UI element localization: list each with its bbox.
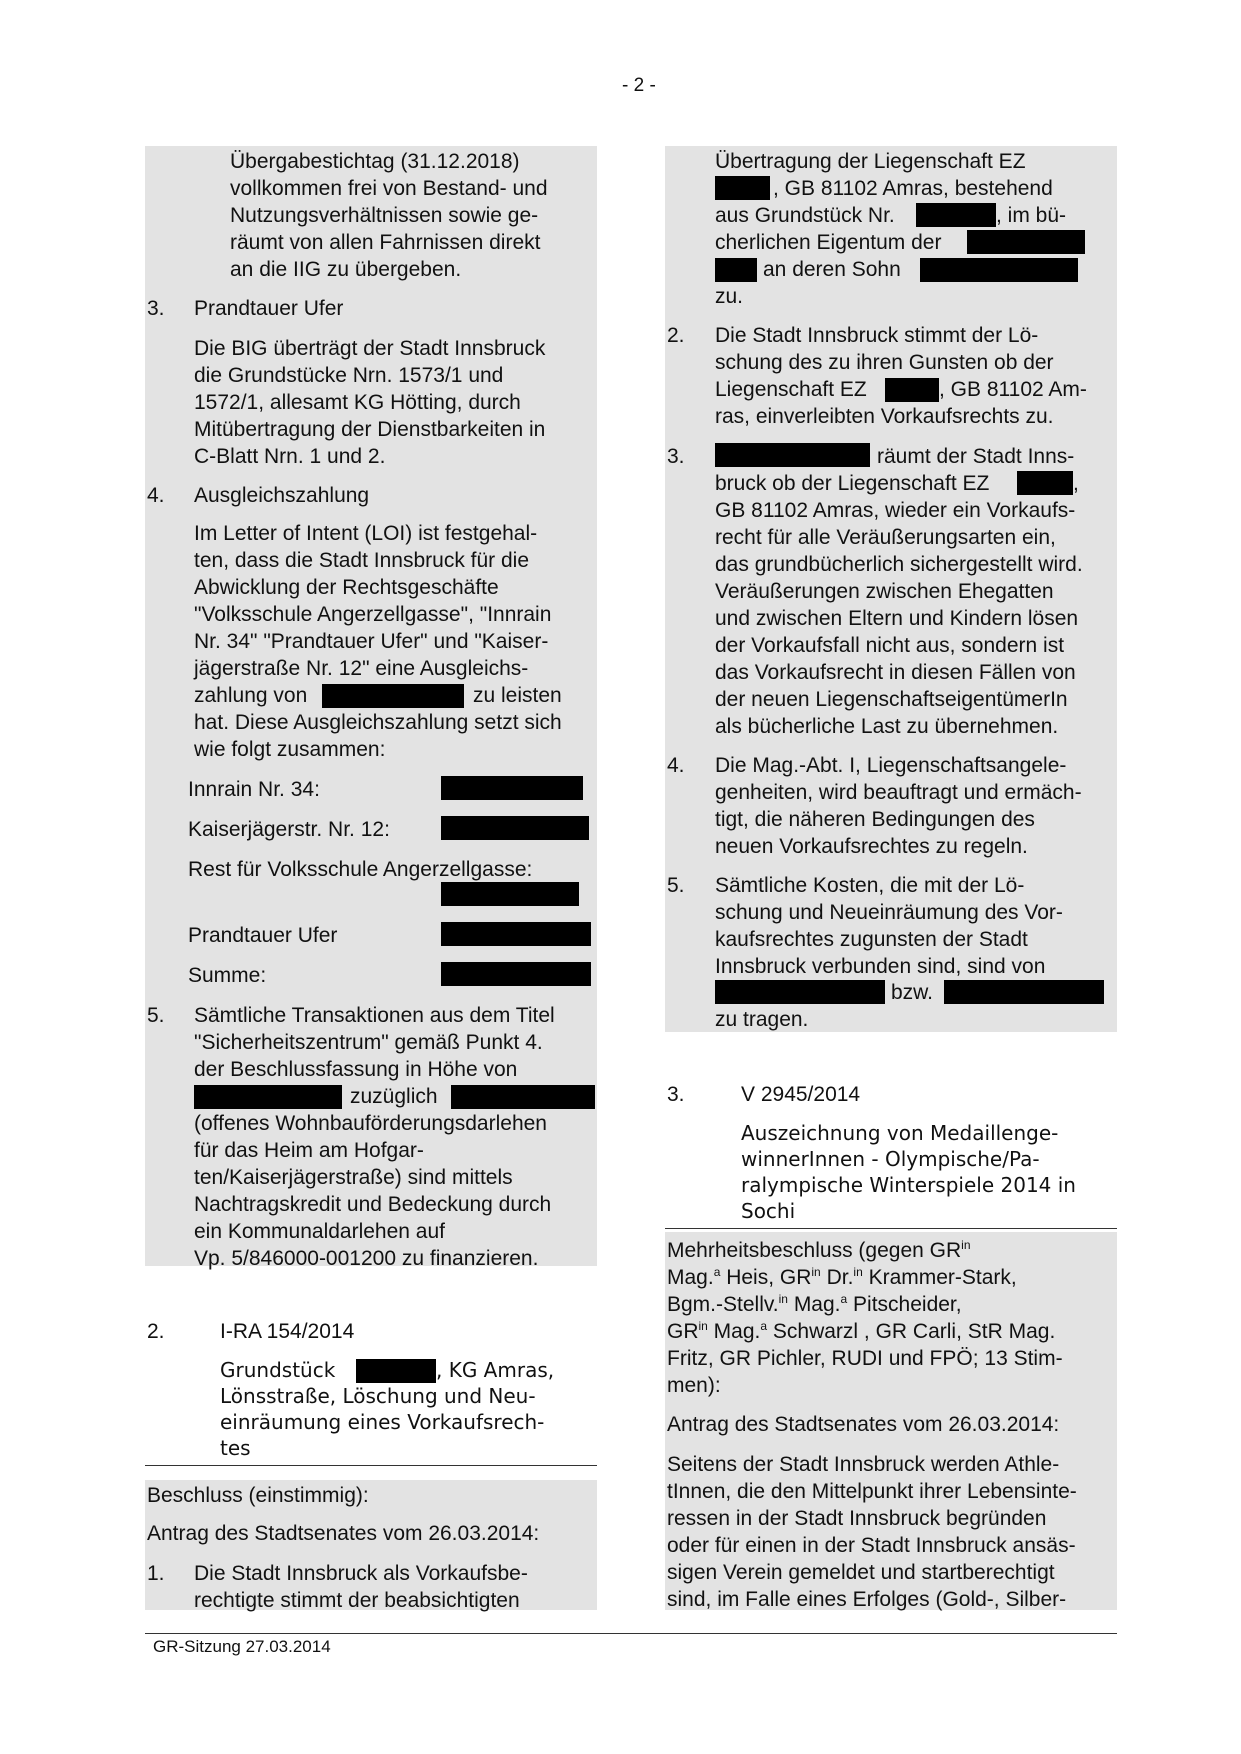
body-text: sind, im Falle eines Erfolges (Gold-, Silber- xyxy=(667,1588,1067,1611)
item-text: bzw. xyxy=(891,981,934,1004)
item-text: , GB 81102 Am- xyxy=(939,378,1087,401)
item-text: 1572/1, allesamt KG Hötting, durch xyxy=(194,391,521,414)
redaction xyxy=(1017,471,1073,495)
item-text: Sämtliche Transaktionen aus dem Titel xyxy=(194,1004,555,1027)
item-text: Übertragung der Liegenschaft EZ xyxy=(715,150,1026,173)
payment-row-label: Kaiserjägerstr. Nr. 12: xyxy=(188,818,390,841)
item-text: (offenes Wohnbauförderungsdarlehen xyxy=(194,1112,547,1135)
item-number: 4. xyxy=(147,484,165,507)
item-text: für das Heim am Hofgar- xyxy=(194,1139,424,1162)
item-text: Mitübertragung der Dienstbarkeiten in xyxy=(194,418,546,441)
item-text: Die Stadt Innsbruck stimmt der Lö- xyxy=(715,324,1039,347)
body-text: sigen Verein gemeldet und startberechtigt xyxy=(667,1561,1055,1584)
redaction xyxy=(715,176,770,200)
redaction xyxy=(715,980,885,1004)
redaction xyxy=(356,1359,436,1383)
vote-line: Bgm.-Stellv.$^{in}$ Mag.$^a$ Pitscheider, xyxy=(667,1292,962,1316)
item-text: "Sicherheitszentrum" gemäß Punkt 4. xyxy=(194,1031,543,1054)
item-text: zu. xyxy=(715,285,744,308)
item-text: Sämtliche Kosten, die mit der Lö- xyxy=(715,874,1025,897)
item-text: das grundbücherlich sichergestellt wird. xyxy=(715,553,1083,576)
item-text: rechtigte stimmt der beabsichtigten xyxy=(194,1589,520,1612)
redaction xyxy=(715,258,757,282)
redaction xyxy=(967,230,1085,254)
item-text: , im bü- xyxy=(996,204,1067,227)
item-text: zu leisten xyxy=(473,684,562,707)
item-text: der neuen LiegenschaftseigentümerIn xyxy=(715,688,1068,711)
section-code: I-RA 154/2014 xyxy=(220,1320,355,1343)
item-text: Vp. 5/846000-001200 zu finanzieren. xyxy=(194,1247,539,1270)
redaction xyxy=(920,258,1078,282)
item-text: der Beschlussfassung in Höhe von xyxy=(194,1058,518,1081)
item-number: 3. xyxy=(667,445,685,468)
section-number: 3. xyxy=(667,1083,685,1106)
item-number: 2. xyxy=(667,324,685,347)
motion-line: Antrag des Stadtsenates vom 26.03.2014: xyxy=(147,1522,540,1545)
item-heading: Ausgleichszahlung xyxy=(194,484,370,507)
item-text: die Grundstücke Nrn. 1573/1 und xyxy=(194,364,504,387)
item-text: räumt der Stadt Inns- xyxy=(877,445,1075,468)
redaction xyxy=(441,882,579,906)
page-number: - 2 - xyxy=(622,75,656,96)
item-text: tigt, die näheren Bedingungen des xyxy=(715,808,1035,831)
item-text: Nachtragskredit und Bedeckung durch xyxy=(194,1193,552,1216)
item-text: hat. Diese Ausgleichszahlung setzt sich xyxy=(194,711,562,734)
item-number: 1. xyxy=(147,1562,165,1585)
item-text: aus Grundstück Nr. xyxy=(715,204,895,227)
item-text: genheiten, wird beauftragt und ermäch- xyxy=(715,781,1082,804)
redaction xyxy=(916,203,996,227)
item-text: Im Letter of Intent (LOI) ist festgehal- xyxy=(194,522,538,545)
payment-row-label: Innrain Nr. 34: xyxy=(188,778,320,801)
body-text: oder für einen in der Stadt Innsbruck ansäs- xyxy=(667,1534,1076,1557)
item-text: Abwicklung der Rechtsgeschäfte xyxy=(194,576,499,599)
item-text: cherlichen Eigentum der xyxy=(715,231,942,254)
item-text: C-Blatt Nrn. 1 und 2. xyxy=(194,445,386,468)
item-text: Veräußerungen zwischen Ehegatten xyxy=(715,580,1054,603)
motion-line: Antrag des Stadtsenates vom 26.03.2014: xyxy=(667,1413,1060,1436)
section-title: Grundstück xyxy=(220,1358,336,1382)
intro-line: an die IIG zu übergeben. xyxy=(230,258,462,281)
section-title: winnerInnen - Olympische/Pa- xyxy=(741,1147,1040,1171)
item-text: das Vorkaufsrecht in diesen Fällen von xyxy=(715,661,1076,684)
item-text: jägerstraße Nr. 12" eine Ausgleichs- xyxy=(194,657,529,680)
redaction xyxy=(441,776,583,800)
item-text: kaufsrechtes zugunsten der Stadt xyxy=(715,928,1028,951)
decision-type: Beschluss (einstimmig): xyxy=(147,1484,369,1507)
item-text: Die Mag.-Abt. I, Liegenschaftsangele- xyxy=(715,754,1067,777)
vote-line: Fritz, GR Pichler, RUDI und FPÖ; 13 Stim- xyxy=(667,1347,1063,1370)
item-text: zuzüglich xyxy=(350,1085,438,1108)
item-text: GB 81102 Amras, wieder ein Vorkaufs- xyxy=(715,499,1076,522)
section-title: Sochi xyxy=(741,1199,796,1223)
item-text: Nr. 34" "Prandtauer Ufer" und "Kaiser- xyxy=(194,630,549,653)
item-text: ein Kommunaldarlehen auf xyxy=(194,1220,445,1243)
section-code: V 2945/2014 xyxy=(741,1083,861,1106)
item-text: Die Stadt Innsbruck als Vorkaufsbe- xyxy=(194,1562,528,1585)
section-number: 2. xyxy=(147,1320,165,1343)
section-title: , KG Amras, xyxy=(436,1358,555,1382)
item-number: 5. xyxy=(667,874,685,897)
item-text: Liegenschaft EZ xyxy=(715,378,867,401)
section-divider xyxy=(145,1465,597,1466)
item-text: recht für alle Veräußerungsarten ein, xyxy=(715,526,1056,549)
item-text: Die BIG überträgt der Stadt Innsbruck xyxy=(194,337,546,360)
redaction xyxy=(944,980,1104,1004)
item-text: Innsbruck verbunden sind, sind von xyxy=(715,955,1046,978)
intro-line: vollkommen frei von Bestand- und xyxy=(230,177,548,200)
redaction xyxy=(451,1085,595,1109)
item-heading: Prandtauer Ufer xyxy=(194,297,344,320)
item-number: 5. xyxy=(147,1004,165,1027)
vote-line: Mehrheitsbeschluss (gegen $GR^{in}$ xyxy=(667,1238,971,1262)
item-text: wie folgt zusammen: xyxy=(194,738,386,761)
intro-line: Nutzungsverhältnissen sowie ge- xyxy=(230,204,539,227)
redaction xyxy=(194,1085,342,1109)
item-text: ten, dass die Stadt Innsbruck für die xyxy=(194,549,530,572)
item-text: schung des zu ihren Gunsten ob der xyxy=(715,351,1054,374)
body-text: tInnen, die den Mittelpunkt ihrer Lebensinte- xyxy=(667,1480,1077,1503)
redaction xyxy=(441,816,589,840)
vote-line: $GR^{in}$ Mag.$^a$ Schwarzl , GR Carli, StR Mag. xyxy=(667,1319,1056,1343)
item-text: an deren Sohn xyxy=(763,258,901,281)
payment-row-label: Rest für Volksschule Angerzellgasse: xyxy=(188,858,533,881)
section-title: ralympische Winterspiele 2014 in xyxy=(741,1173,1076,1197)
section-title: tes xyxy=(220,1436,251,1460)
section-divider xyxy=(665,1228,1117,1229)
item-text: "Volksschule Angerzellgasse", "Innrain xyxy=(194,603,552,626)
section-title: einräumung eines Vorkaufsrech- xyxy=(220,1410,545,1434)
item-text: ras, einverleibten Vorkaufsrechts zu. xyxy=(715,405,1054,428)
item-number: 3. xyxy=(147,297,165,320)
item-text: zahlung von xyxy=(194,684,308,707)
item-number: 4. xyxy=(667,754,685,777)
item-text: und zwischen Eltern und Kindern lösen xyxy=(715,607,1079,630)
redaction xyxy=(441,922,591,946)
payment-row-label: Summe: xyxy=(188,964,267,987)
redaction xyxy=(441,962,591,986)
item-text: schung und Neueinräumung des Vor- xyxy=(715,901,1063,924)
item-text: , GB 81102 Amras, bestehend xyxy=(773,177,1053,200)
intro-line: Übergabestichtag (31.12.2018) xyxy=(230,150,520,173)
item-text: bruck ob der Liegenschaft EZ xyxy=(715,472,990,495)
item-text: neuen Vorkaufsrechtes zu regeln. xyxy=(715,835,1028,858)
vote-line: men): xyxy=(667,1374,721,1397)
section-title: Lönsstraße, Löschung und Neu- xyxy=(220,1384,536,1408)
item-text: als bücherliche Last zu übernehmen. xyxy=(715,715,1059,738)
redaction xyxy=(715,443,870,467)
item-text: ten/Kaiserjägerstraße) sind mittels xyxy=(194,1166,513,1189)
footer-text: GR-Sitzung 27.03.2014 xyxy=(153,1637,331,1656)
section-title: Auszeichnung von Medaillenge- xyxy=(741,1121,1059,1145)
body-text: ressen in der Stadt Innsbruck begründen xyxy=(667,1507,1047,1530)
redaction xyxy=(885,378,939,402)
item-text: der Vorkaufsfall nicht aus, sondern ist xyxy=(715,634,1065,657)
payment-row-label: Prandtauer Ufer xyxy=(188,924,338,947)
item-text: zu tragen. xyxy=(715,1008,809,1031)
redaction xyxy=(322,684,464,708)
intro-line: räumt von allen Fahrnissen direkt xyxy=(230,231,541,254)
vote-line: Mag.$^a$ Heis, $GR^{in}$ Dr.$^{in}$ Krammer-Stark, xyxy=(667,1265,1017,1289)
footer-divider xyxy=(145,1633,1117,1634)
body-text: Seitens der Stadt Innsbruck werden Athle- xyxy=(667,1453,1060,1476)
